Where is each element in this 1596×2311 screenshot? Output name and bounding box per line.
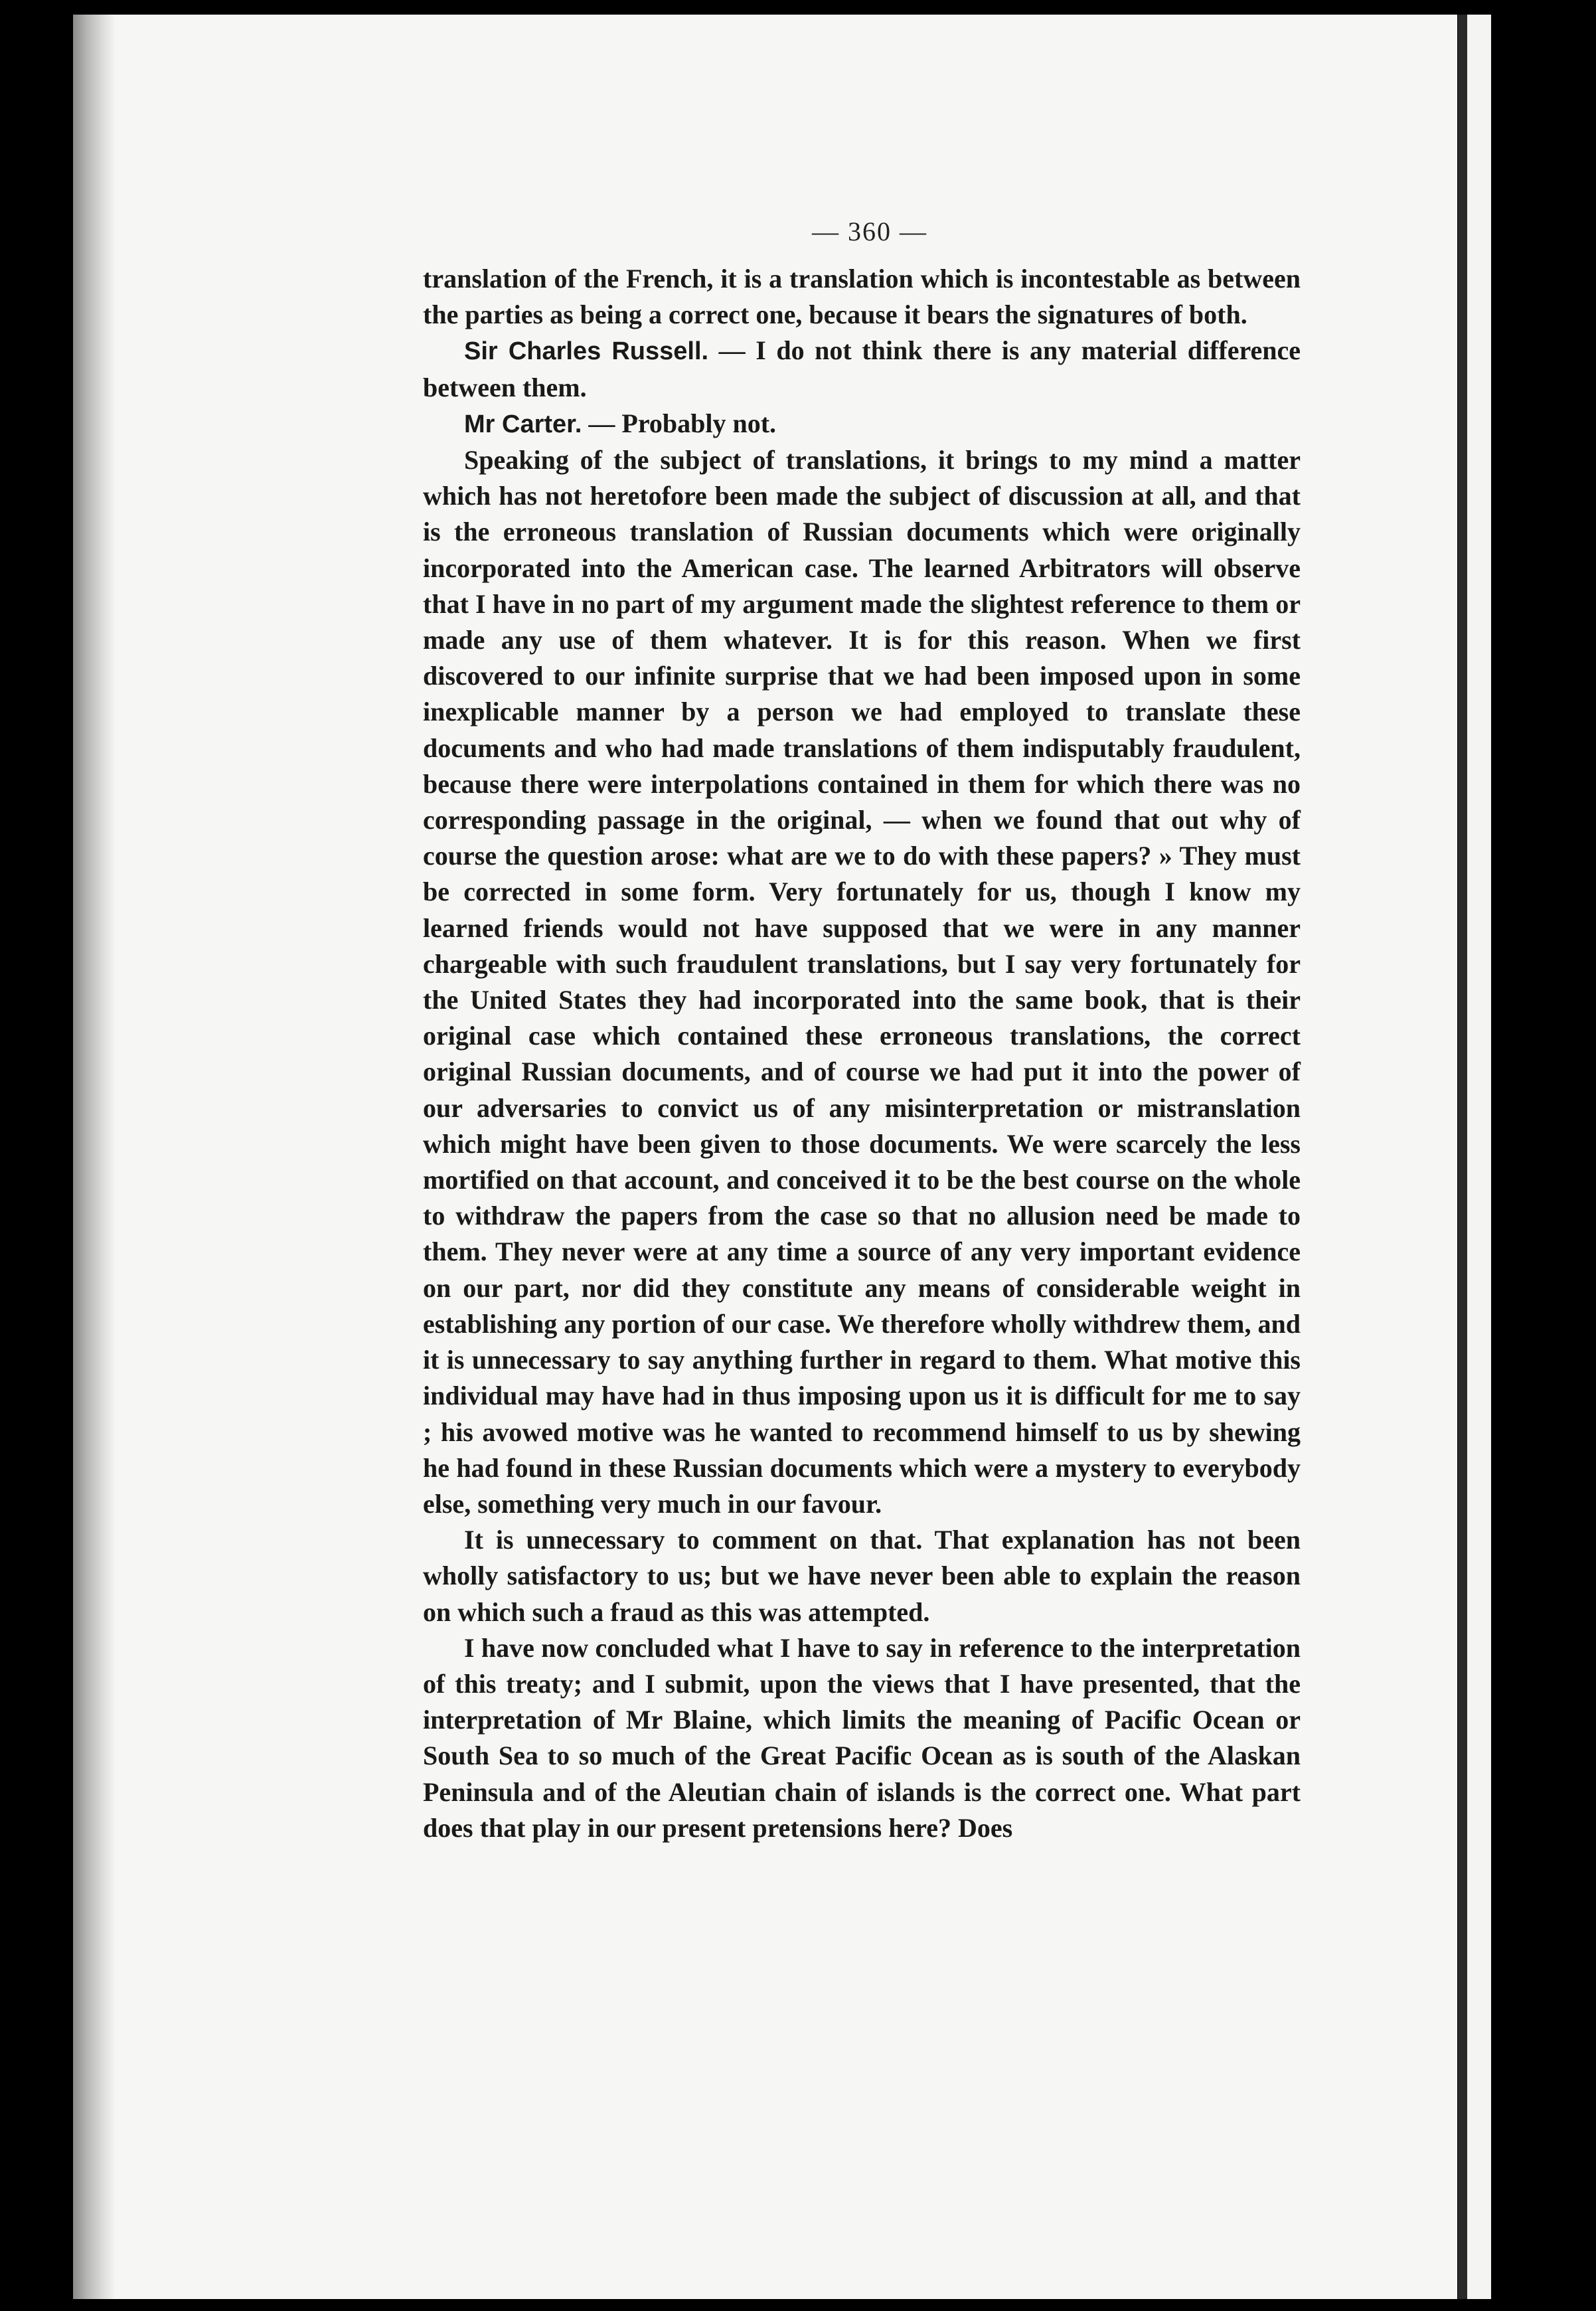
speaker-name: Sir Charles Russell.: [464, 337, 709, 366]
paragraph-text: I have now concluded what I have to say in reference to the interpretation of this treaty; and I submit, upon the views that I have presented, that the interpretation of Mr Blaine, which limits the meaning of Pacific Ocean or South Sea to so much of the Great Pacific Ocean as is south of the Alaskan Peninsula and of the Aleutian chain of islands is the correct one. What part does that play in our present pretensions here? Does: [423, 1632, 1301, 1843]
paragraph-text: It is unnecessary to comment on that. That explanation has not been wholly satisfactory to us; but we have never been able to explain the reason on which such a fraud as this was attempted.: [423, 1525, 1301, 1627]
adjacent-page-edge: [1467, 15, 1491, 2299]
scan-border-strip: [1458, 15, 1467, 2299]
page-number: — 360 —: [812, 216, 927, 246]
paragraph: [423, 1522, 1301, 1630]
paragraph: [423, 333, 1301, 405]
paragraph-text: — I do not think there is any material difference between them.: [423, 335, 1301, 402]
paragraph-text: Speaking of the subject of translations, it brings to my mind a matter which has not heretofore been made the subject of discussion at all, and that is the erroneous translation of Russian documents which were originally incorporated into the American case. The learned Arbitrators will observe that I have in no part of my argument made the slightest reference to them or made any use of them whatever. It is for this reason. When we first discovered to our infinite surprise that we had been imposed upon in some inexplicable manner by a person we had employed to translate these documents and who had made translations of them indisputably fraudulent, because there were interpolations contained in them for which there was no corresponding passage in the original, — when we found that out why of course the question arose: what are we to do with these papers? » They must be corrected in some form. Very fortunately for us, though I know my learned friends would not have supposed that we were in any manner chargeable with such fraudulent translations, but I say very fortunately for the United States they had incorporated into the same book, that is their original case which contained these erroneous translations, the correct original Russian documents, and of course we had put it into the power of our adversaries to convict us of any misinterpretation or mistranslation which might have been given to those documents. We were scarcely the less mortified on that account, and conceived it to be the best course on the whole to withdraw the papers from the case so that no allusion need be made to them. They never were at any time a source of any very important evidence on our part, nor did they constitute any means of considerable weight in establishing any portion of our case. We therefore wholly withdrew them, and it is unnecessary to say anything further in regard to them. What motive this individual may have had in thus imposing upon us it is difficult for me to say ; his avowed motive was he wanted to recommend himself to us by shewing he had found in these Russian documents which were a mystery to everybody else, something very much in our favour.: [423, 445, 1301, 1519]
paragraph: [423, 442, 1301, 1522]
paragraph-text: — Probably not.: [582, 408, 777, 438]
paragraph: [423, 261, 1301, 333]
paragraph: [423, 1630, 1301, 1846]
speaker-name: Mr Carter.: [464, 410, 582, 438]
document-body: [423, 261, 1301, 1846]
paragraph: [423, 406, 1301, 442]
paragraph-text: translation of the French, it is a translation which is incontestable as between the parties as being a correct one, because it bears the signatures of both.: [423, 264, 1301, 330]
page-binding-edge: [73, 15, 116, 2299]
